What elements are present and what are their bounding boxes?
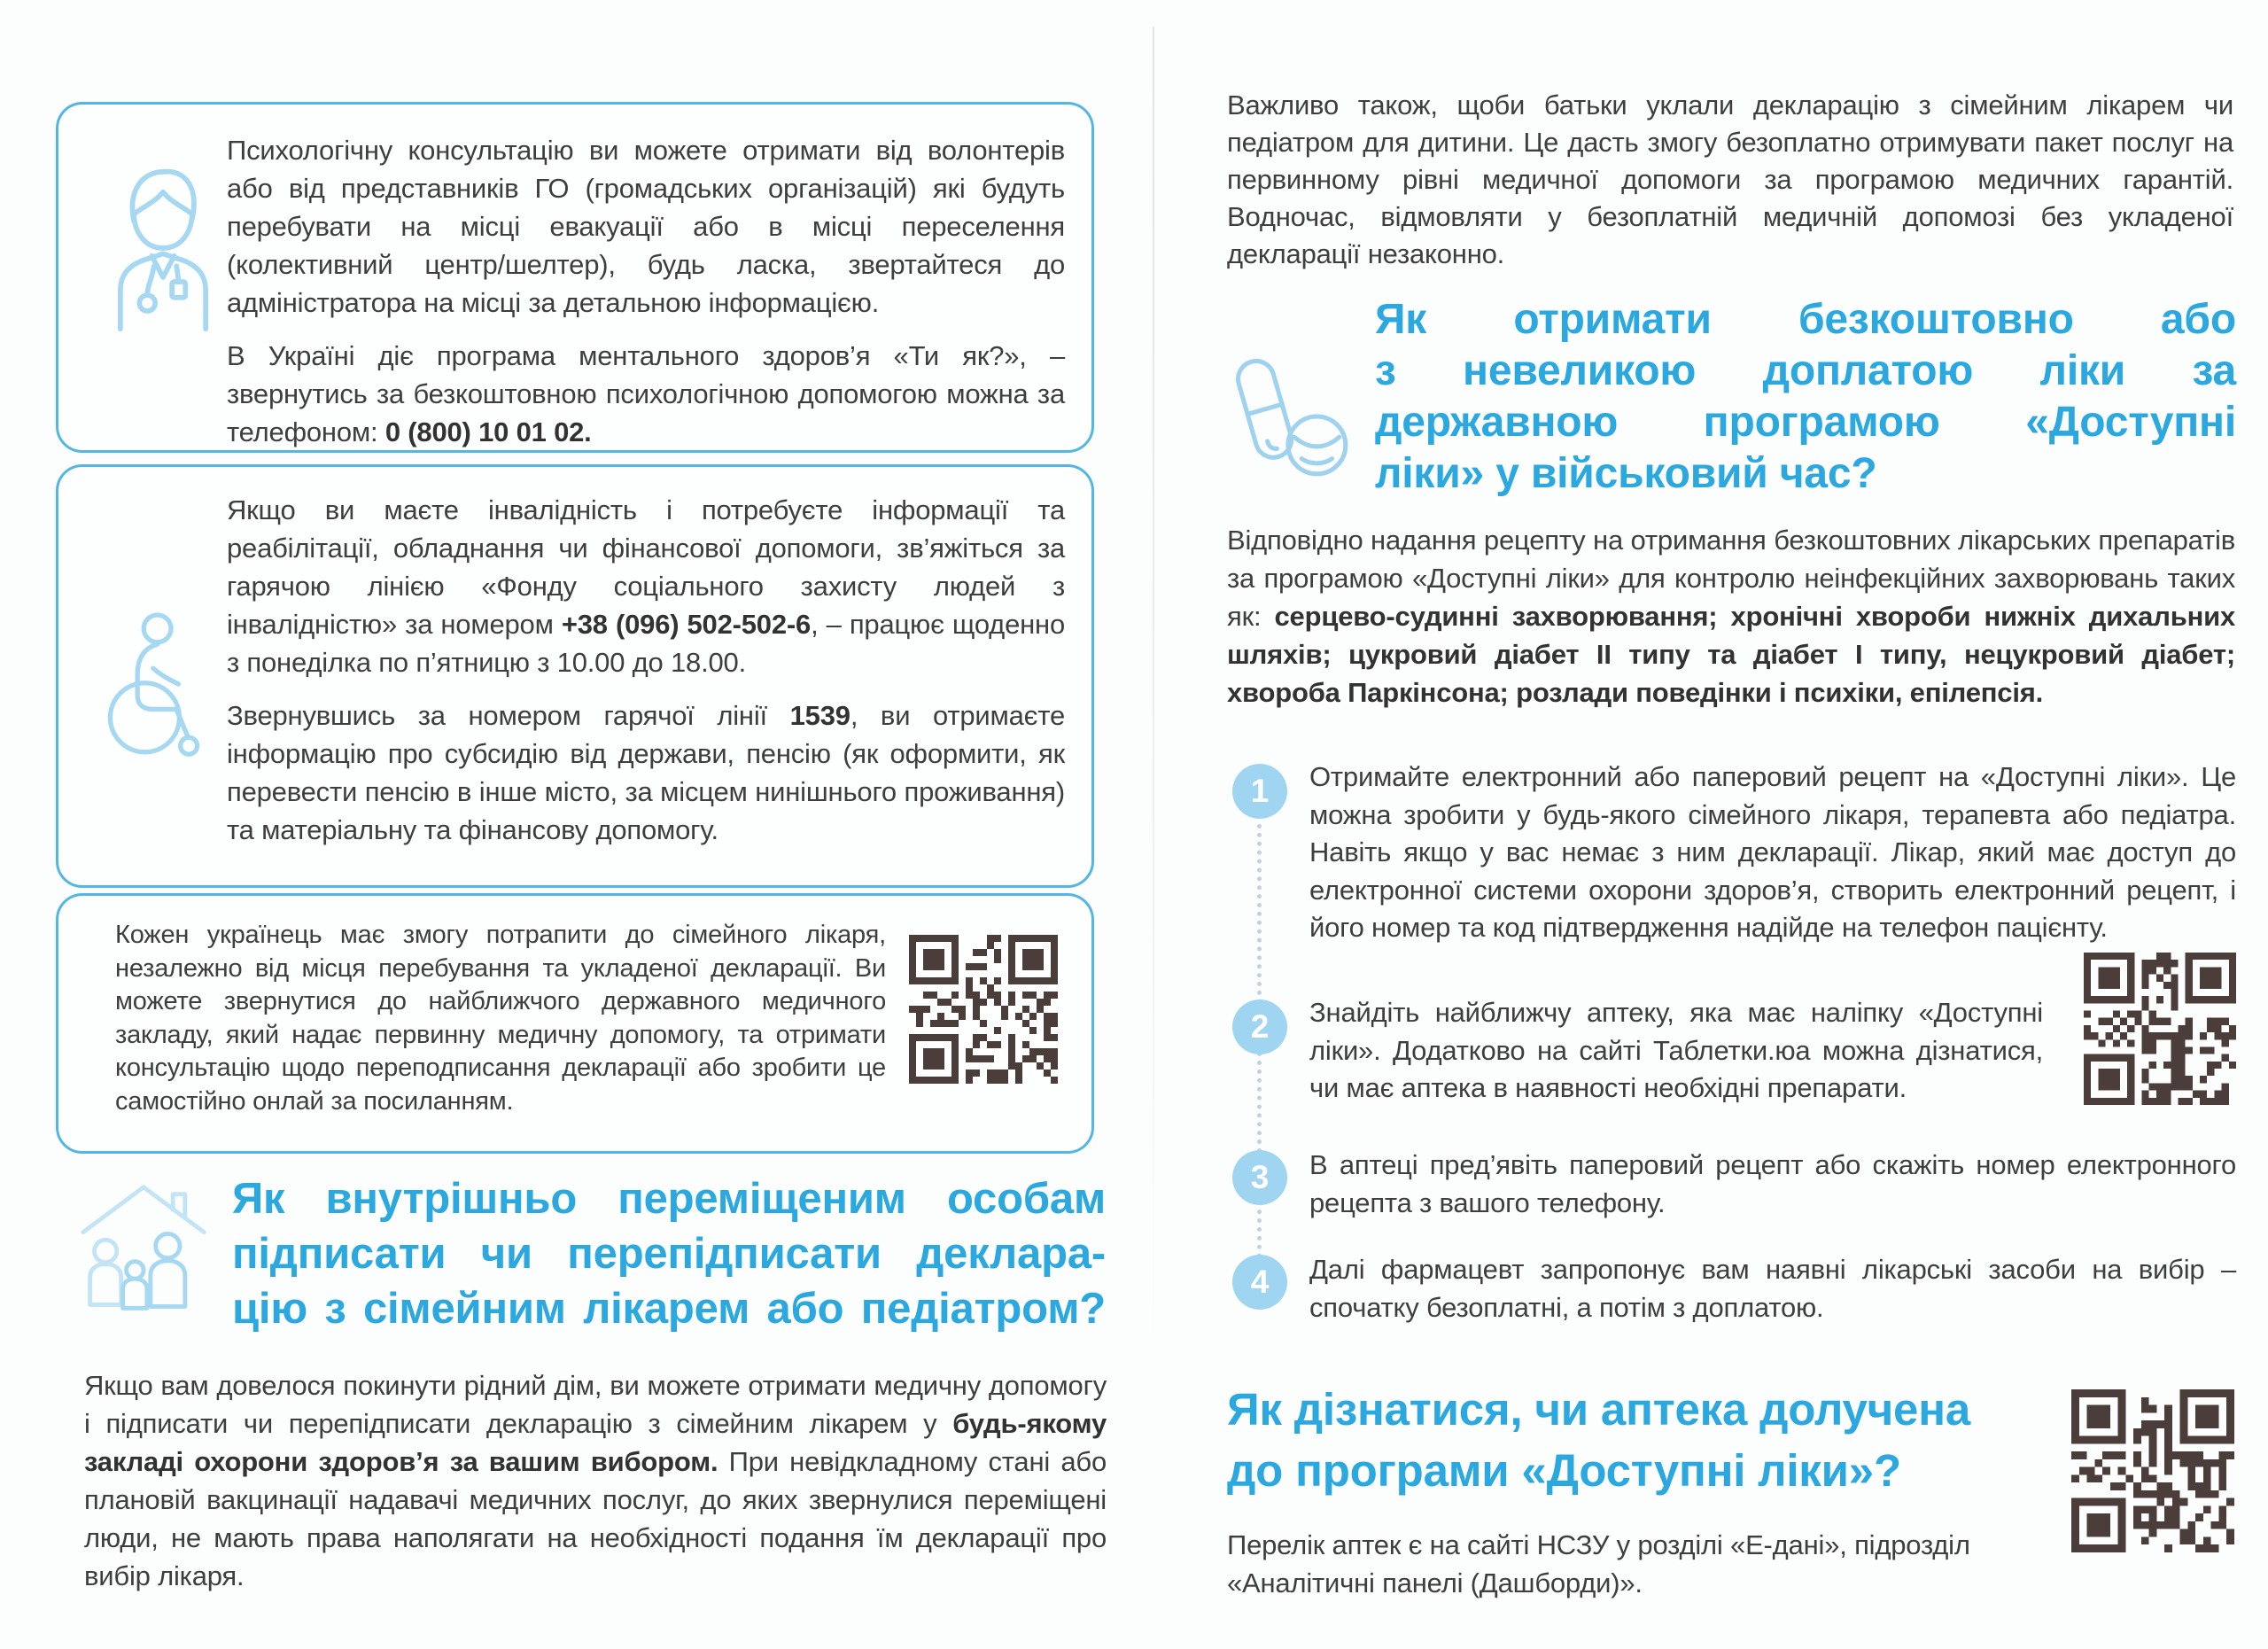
step-3-badge <box>1232 1150 1287 1205</box>
step-text: Знайдіть найближчу аптеку, яка має наліпку «Доступні ліки». Додатково на сайті Таблетки.юа можна дізнатися, чи має аптека в наявності необхідні препарати. <box>1309 997 2043 1103</box>
disease-list-bold: серцево-судинні захворювання; хронічні хвороби нижніх дихальних шляхів; цукровий діабет II типу та діабет I типу, нецукровий діабет; хвороба Паркінсона; розлади поведінки і психіки, епілепсія. <box>1227 601 2235 708</box>
step-number: 4 <box>1250 1264 1270 1300</box>
hotline-1539-paragraph <box>227 696 1065 849</box>
idp-declaration-paragraph <box>84 1366 1107 1595</box>
heading-line: Як дізнатися, чи аптека долучена <box>1227 1384 1970 1435</box>
heading-line: Як отримати безкоштовно або <box>1375 296 2236 343</box>
hotline-phone-096: +38 (096) 502-502-6 <box>561 609 812 640</box>
psych-text: Психологічну консультацію ви можете отримати від волонтерів або від представників ГО (громадських організацій) які будуть перебувати на місці евакуації або в місці переселення (колективний центр/шелтер), будь ласка, звертайтеся до адміністратора на місці за детальною інформацією. <box>227 135 1065 318</box>
dostupni-liky-paragraph <box>1227 521 2235 712</box>
qr-code-declaration <box>909 935 1058 1084</box>
right-section-heading-1 <box>1375 294 2236 500</box>
qr-code-tabletki <box>2084 953 2236 1105</box>
idp-text-post: При невідкладному стані або плановій вакцинації надавачі медичних послуг, до яких звернулися переміщені люди, не мають права наполягати на необхідності подання їм декларації про вибір лікаря. <box>84 1446 1107 1591</box>
card-psych-support <box>56 102 1094 453</box>
step-text: Отримайте електронний або паперовий рецепт на «Доступні ліки». Це можна зробити у будь-якого сімейного лікаря, терапевта або педіатра. Навіть якщо у вас немає з ним декларації. Лікар, який має доступ до електронної системи охорони здоров’я, створить електронний рецепт, і його номер та код підтвердження надійде на телефон пацієнту. <box>1309 761 2236 943</box>
family-house-icon <box>76 1170 214 1331</box>
wheelchair-icon <box>90 573 206 795</box>
fold-line <box>1153 27 1154 1356</box>
heading-line: державною програмою «Доступні <box>1375 399 2236 446</box>
heading-line: Як внутрішньо переміщеним особам <box>232 1175 1106 1223</box>
parents-declaration-paragraph <box>1227 87 2233 273</box>
step-text: В аптеці пред’явіть паперовий рецепт або скажіть номер електронного рецепта з вашого телефону. <box>1309 1149 2236 1218</box>
disability-text-post: , – працює щоденно з понеділка по п’ятницю з 10.00 до 18.00. <box>227 609 1065 678</box>
step-number: 3 <box>1250 1159 1270 1195</box>
step-4-text <box>1309 1251 2236 1326</box>
psychologist-icon <box>96 151 230 346</box>
left-section-heading <box>232 1171 1106 1336</box>
mental-health-text: В Україні діє програма ментального здоров’я «Ти як?», – звернутись за безкоштовною психологічною допомогою можна за телефоном: <box>227 340 1065 447</box>
step-number: 1 <box>1250 773 1270 809</box>
family-doctor-paragraph <box>115 919 886 1118</box>
hotline-number-1539: 1539 <box>789 700 850 731</box>
step-4-badge <box>1232 1255 1287 1310</box>
step-1-badge <box>1232 764 1287 819</box>
hotline-1539-post: , ви отримаєте інформацію про субсидію від держави, пенсію (як оформити, як перевести пенсію в інше місто, за місцем нинішнього проживання) та матеріальну та фінансову допомогу. <box>227 700 1065 845</box>
nszu-list-text: Перелік аптек є на сайті НСЗУ у розділі «Е-дані», підрозділ «Аналітичні панелі (Дашборди)». <box>1227 1529 1970 1598</box>
dostupni-liky-pre: Відповідно надання рецепту на отримання безкоштовних лікарських препаратів за програмою «Доступні ліки» для контролю неінфекційних захворювань таких як: <box>1227 525 2235 632</box>
disability-text: Якщо ви маєте інвалідність і потребуєте інформації та реабілітації, обладнання чи фінансової допомоги, зв’яжіться за гарячою лінією «Фонду соціального захисту людей з інвалідністю» за номером <box>227 494 1065 640</box>
step-1-text <box>1309 758 2236 947</box>
card-disability-support <box>56 464 1094 888</box>
qr-code-nszu <box>2071 1389 2234 1552</box>
heading-line: до програми «Доступні ліки»? <box>1227 1445 1901 1496</box>
psych-paragraph <box>227 131 1065 322</box>
heading-line: ліки» у військовий час? <box>1375 450 1877 497</box>
hotline-phone-0800: 0 (800) 10 01 02. <box>384 416 592 447</box>
idp-text-bold: будь-якому закладі охорони здоров’я за вашим вибором. <box>84 1408 1107 1477</box>
step-2-text <box>1309 994 2043 1108</box>
mental-health-paragraph <box>227 337 1065 451</box>
family-doctor-text: Кожен українець має змогу потрапити до сімейного лікаря, незалежно від місця перебування та укладеної декларації. Ви можете звернутися до найближчого державного медичного закладу, який надає первинну медичну допомогу, та отримати консультацію щодо переподписання декларації або зробити це самостійно онлай за посиланням. <box>115 921 886 1116</box>
heading-line: підписати чи перепідписати деклара- <box>232 1230 1106 1278</box>
idp-text-pre: Якщо вам довелося покинути рідний дім, ви можете отримати медичну допомогу і підписати чи перепідписати декларацію з сімейним лікарем у <box>84 1370 1107 1439</box>
parents-declaration-text: Важливо також, щоби батьки уклали декларацію з сімейним лікарем чи педіатром для дитини. Це дасть змогу безоплатно отримувати пакет послуг на первинному рівні медичної допомоги за програмою медичних гарантій. Водночас, відмовляти у безоплатній медичній допомозі без укладеної декларації незаконно. <box>1227 89 2233 269</box>
step-2-badge <box>1232 1000 1287 1054</box>
step-3-text <box>1309 1147 2236 1222</box>
hotline-1539-pre: Звернувшись за номером гарячої лінії <box>227 700 790 731</box>
pills-icon <box>1224 330 1359 507</box>
step-number: 2 <box>1250 1008 1270 1045</box>
card-family-doctor <box>56 893 1094 1154</box>
heading-line: цію з сімейним лікарем або педіатром? <box>232 1285 1106 1333</box>
step-text: Далі фармацевт запропонує вам наявні лікарські засоби на вибір – спочатку безоплатні, а потім з доплатою. <box>1309 1254 2236 1323</box>
right-section-heading-2 <box>1227 1379 2069 1501</box>
heading-line: з невеликою доплатою ліки за <box>1375 347 2236 394</box>
nszu-list-paragraph <box>1227 1526 2060 1602</box>
disability-paragraph <box>227 491 1065 681</box>
